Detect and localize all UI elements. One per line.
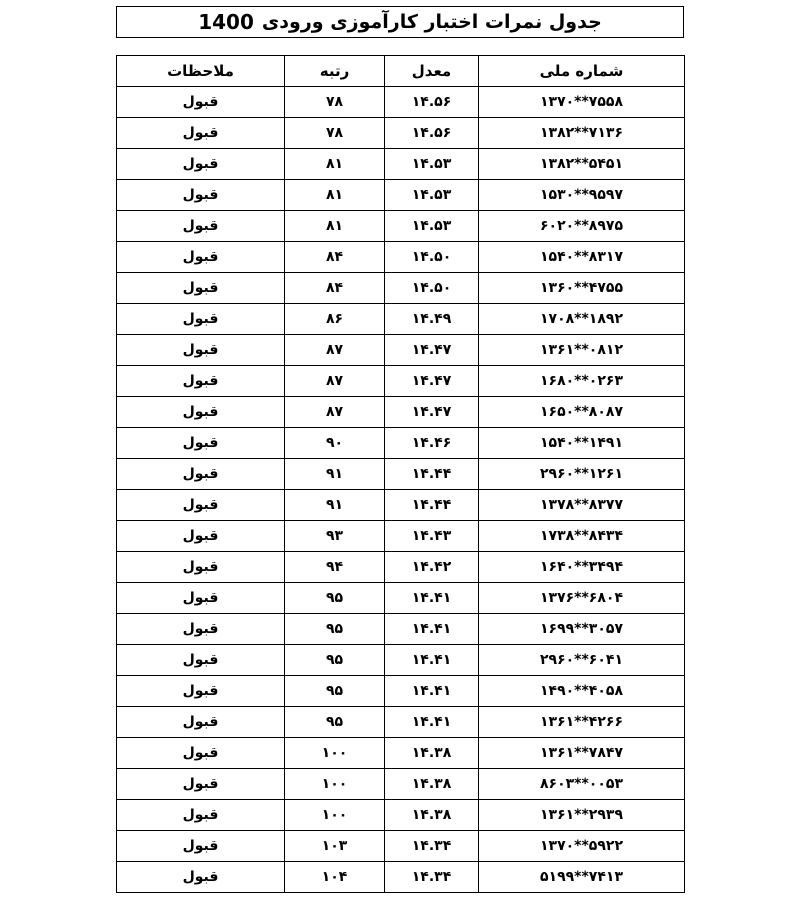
cell-rank-text: ۹۱ [325, 497, 344, 513]
cell-average [385, 242, 479, 273]
cell-national-id-text: ۱۳۶۰**۴۷۵۵ [539, 280, 623, 296]
cell-rank-text: ۹۵ [325, 683, 344, 699]
table-row [117, 552, 685, 583]
cell-rank [285, 490, 385, 521]
cell-national-id-text: ۲۹۶۰**۱۲۶۱ [539, 466, 623, 482]
header-national-id: شماره ملی [479, 56, 685, 87]
cell-remarks [117, 428, 285, 459]
cell-rank-text: ۱۰۰ [321, 776, 348, 792]
cell-remarks [117, 862, 285, 893]
cell-remarks [117, 242, 285, 273]
cell-remarks [117, 304, 285, 335]
cell-remarks-text: قبول [182, 776, 219, 792]
cell-national-id-text: ۲۹۶۰**۶۰۴۱ [539, 652, 623, 668]
table-row [117, 366, 685, 397]
cell-remarks-text: قبول [182, 869, 219, 885]
cell-average [385, 645, 479, 676]
cell-average [385, 800, 479, 831]
cell-national-id-text: ۱۶۸۰**۰۲۶۳ [539, 373, 623, 389]
cell-remarks [117, 335, 285, 366]
cell-rank [285, 583, 385, 614]
cell-rank-text: ۹۵ [325, 652, 344, 668]
cell-remarks [117, 521, 285, 552]
cell-average [385, 428, 479, 459]
cell-national-id-text: ۱۷۰۸**۱۸۹۲ [539, 311, 623, 327]
cell-rank-text: ۹۵ [325, 714, 344, 730]
cell-average [385, 583, 479, 614]
cell-remarks-text: قبول [182, 435, 219, 451]
table-row [117, 583, 685, 614]
cell-average-text: ۱۴.۵۳ [411, 187, 452, 203]
cell-remarks [117, 397, 285, 428]
cell-national-id-text: ۱۳۷۶**۶۸۰۴ [539, 590, 623, 606]
cell-remarks-text: قبول [182, 311, 219, 327]
cell-rank [285, 366, 385, 397]
cell-rank [285, 304, 385, 335]
cell-rank-text: ۷۸ [325, 125, 344, 141]
cell-average-text: ۱۴.۴۶ [411, 435, 452, 451]
table-row [117, 490, 685, 521]
cell-remarks [117, 552, 285, 583]
cell-remarks [117, 459, 285, 490]
cell-remarks-text: قبول [182, 249, 219, 265]
cell-average-text: ۱۴.۵۰ [411, 280, 452, 296]
cell-average-text: ۱۴.۳۴ [411, 838, 452, 854]
cell-rank [285, 273, 385, 304]
cell-remarks [117, 180, 285, 211]
table-row [117, 862, 685, 893]
cell-national-id [479, 831, 685, 862]
cell-average [385, 335, 479, 366]
cell-rank [285, 397, 385, 428]
cell-rank-text: ۹۱ [325, 466, 344, 482]
cell-remarks-text: قبول [182, 373, 219, 389]
cell-national-id-text: ۱۳۶۱**۰۸۱۲ [539, 342, 623, 358]
cell-rank [285, 459, 385, 490]
cell-remarks-text: قبول [182, 125, 219, 141]
cell-remarks [117, 831, 285, 862]
cell-rank-text: ۸۷ [325, 342, 344, 358]
cell-average [385, 676, 479, 707]
cell-rank [285, 800, 385, 831]
table-row [117, 397, 685, 428]
title-year: 1400 [198, 10, 254, 34]
cell-national-id-text: ۱۳۸۲**۵۴۵۱ [539, 156, 623, 172]
cell-remarks-text: قبول [182, 156, 219, 172]
cell-remarks-text: قبول [182, 187, 219, 203]
cell-average-text: ۱۴.۵۶ [411, 125, 452, 141]
cell-remarks [117, 614, 285, 645]
cell-average [385, 614, 479, 645]
cell-rank [285, 211, 385, 242]
cell-average-text: ۱۴.۴۷ [411, 342, 452, 358]
cell-rank-text: ۸۶ [325, 311, 344, 327]
table-row [117, 707, 685, 738]
table-row [117, 614, 685, 645]
cell-remarks [117, 87, 285, 118]
cell-rank [285, 521, 385, 552]
cell-rank [285, 149, 385, 180]
cell-average [385, 273, 479, 304]
cell-rank-text: ۹۳ [325, 528, 344, 544]
cell-remarks [117, 211, 285, 242]
cell-rank [285, 862, 385, 893]
scores-table [116, 55, 685, 893]
table-row [117, 149, 685, 180]
cell-national-id [479, 366, 685, 397]
cell-average [385, 304, 479, 335]
cell-remarks-text: قبول [182, 683, 219, 699]
title-text: جدول نمرات اختبار کارآموزی ورودی [261, 11, 602, 33]
cell-average [385, 180, 479, 211]
cell-national-id [479, 552, 685, 583]
cell-average-text: ۱۴.۴۹ [411, 311, 452, 327]
cell-average-text: ۱۴.۴۱ [411, 683, 452, 699]
cell-remarks [117, 583, 285, 614]
cell-average-text: ۱۴.۴۱ [411, 590, 452, 606]
cell-remarks [117, 800, 285, 831]
cell-average [385, 738, 479, 769]
cell-national-id [479, 87, 685, 118]
cell-remarks [117, 273, 285, 304]
cell-national-id [479, 614, 685, 645]
cell-rank-text: ۹۰ [325, 435, 344, 451]
table-row [117, 645, 685, 676]
cell-average-text: ۱۴.۵۶ [411, 94, 452, 110]
cell-national-id-text: ۱۵۴۰**۱۴۹۱ [539, 435, 623, 451]
cell-rank-text: ۸۴ [325, 249, 344, 265]
cell-average [385, 87, 479, 118]
cell-average-text: ۱۴.۴۷ [411, 373, 452, 389]
cell-remarks-text: قبول [182, 838, 219, 854]
cell-national-id [479, 676, 685, 707]
cell-national-id-text: ۵۱۹۹**۷۴۱۳ [539, 869, 623, 885]
cell-remarks-text: قبول [182, 807, 219, 823]
table-row [117, 521, 685, 552]
cell-average-text: ۱۴.۵۳ [411, 218, 452, 234]
cell-national-id-text: ۱۳۶۱**۷۸۴۷ [539, 745, 623, 761]
cell-national-id-text: ۱۳۸۲**۷۱۳۶ [539, 125, 623, 141]
cell-national-id [479, 862, 685, 893]
cell-national-id [479, 428, 685, 459]
cell-remarks-text: قبول [182, 280, 219, 296]
cell-national-id-text: ۱۴۹۰**۴۰۵۸ [539, 683, 623, 699]
cell-average-text: ۱۴.۴۱ [411, 621, 452, 637]
cell-remarks [117, 769, 285, 800]
table-body [117, 87, 685, 893]
cell-national-id [479, 800, 685, 831]
cell-remarks [117, 676, 285, 707]
table-row [117, 738, 685, 769]
cell-rank-text: ۹۵ [325, 621, 344, 637]
cell-national-id [479, 242, 685, 273]
cell-rank [285, 676, 385, 707]
cell-national-id [479, 707, 685, 738]
cell-remarks [117, 707, 285, 738]
cell-national-id [479, 645, 685, 676]
cell-rank-text: ۸۴ [325, 280, 344, 296]
cell-remarks [117, 149, 285, 180]
cell-rank-text: ۹۵ [325, 590, 344, 606]
cell-average-text: ۱۴.۵۰ [411, 249, 452, 265]
cell-average [385, 769, 479, 800]
cell-remarks-text: قبول [182, 94, 219, 110]
cell-remarks-text: قبول [182, 218, 219, 234]
cell-rank-text: ۱۰۰ [321, 807, 348, 823]
cell-national-id-text: ۱۵۴۰**۸۳۱۷ [539, 249, 623, 265]
cell-average [385, 707, 479, 738]
cell-average-text: ۱۴.۴۱ [411, 714, 452, 730]
cell-average [385, 831, 479, 862]
cell-national-id [479, 211, 685, 242]
table-row [117, 180, 685, 211]
cell-national-id [479, 738, 685, 769]
cell-average [385, 459, 479, 490]
header-average: معدل [385, 56, 479, 87]
table-row [117, 459, 685, 490]
table-row [117, 800, 685, 831]
cell-rank-text: ۱۰۴ [321, 869, 348, 885]
cell-remarks [117, 118, 285, 149]
cell-national-id-text: ۱۳۶۱**۲۹۳۹ [539, 807, 623, 823]
cell-rank-text: ۸۷ [325, 404, 344, 420]
header-remarks: ملاحظات [117, 56, 285, 87]
cell-rank-text: ۱۰۰ [321, 745, 348, 761]
cell-national-id [479, 769, 685, 800]
cell-rank [285, 335, 385, 366]
cell-national-id [479, 397, 685, 428]
cell-national-id-text: ۱۶۵۰**۸۰۸۷ [539, 404, 623, 420]
table-row [117, 676, 685, 707]
cell-average [385, 366, 479, 397]
cell-remarks-text: قبول [182, 559, 219, 575]
cell-rank-text: ۱۰۳ [321, 838, 348, 854]
cell-national-id [479, 583, 685, 614]
cell-national-id-text: ۱۷۳۸**۸۴۳۴ [539, 528, 623, 544]
cell-rank [285, 614, 385, 645]
cell-average [385, 211, 479, 242]
cell-rank [285, 87, 385, 118]
table-row [117, 769, 685, 800]
cell-national-id-text: ۱۳۷۸**۸۳۷۷ [539, 497, 623, 513]
cell-average-text: ۱۴.۵۳ [411, 156, 452, 172]
table-row [117, 87, 685, 118]
cell-national-id [479, 490, 685, 521]
cell-rank [285, 707, 385, 738]
cell-remarks-text: قبول [182, 342, 219, 358]
cell-remarks-text: قبول [182, 497, 219, 513]
cell-average-text: ۱۴.۴۴ [411, 497, 452, 513]
cell-average [385, 521, 479, 552]
cell-rank-text: ۸۷ [325, 373, 344, 389]
cell-rank-text: ۸۱ [325, 187, 344, 203]
cell-national-id [479, 521, 685, 552]
cell-national-id-text: ۱۳۷۰**۵۹۲۲ [539, 838, 623, 854]
table-row [117, 831, 685, 862]
cell-remarks [117, 738, 285, 769]
cell-average-text: ۱۴.۳۸ [411, 776, 452, 792]
cell-average [385, 118, 479, 149]
cell-national-id-text: ۱۶۴۰**۳۴۹۴ [539, 559, 623, 575]
header-rank: رتبه [285, 56, 385, 87]
cell-average-text: ۱۴.۳۴ [411, 869, 452, 885]
cell-remarks-text: قبول [182, 621, 219, 637]
cell-rank [285, 428, 385, 459]
cell-average-text: ۱۴.۴۲ [411, 559, 452, 575]
cell-remarks [117, 645, 285, 676]
cell-average [385, 490, 479, 521]
cell-national-id-text: ۱۶۹۹**۳۰۵۷ [539, 621, 623, 637]
table-row [117, 211, 685, 242]
cell-rank [285, 738, 385, 769]
cell-remarks-text: قبول [182, 745, 219, 761]
cell-average-text: ۱۴.۴۳ [411, 528, 452, 544]
table-row [117, 335, 685, 366]
cell-national-id [479, 180, 685, 211]
cell-rank [285, 769, 385, 800]
cell-remarks-text: قبول [182, 404, 219, 420]
cell-average-text: ۱۴.۴۴ [411, 466, 452, 482]
table-row [117, 304, 685, 335]
cell-average-text: ۱۴.۴۱ [411, 652, 452, 668]
table-row [117, 273, 685, 304]
cell-rank-text: ۸۱ [325, 218, 344, 234]
cell-remarks [117, 366, 285, 397]
cell-rank [285, 180, 385, 211]
cell-national-id-text: ۶۰۲۰**۸۹۷۵ [539, 218, 623, 234]
cell-average-text: ۱۴.۳۸ [411, 807, 452, 823]
cell-remarks-text: قبول [182, 652, 219, 668]
cell-remarks [117, 490, 285, 521]
cell-rank [285, 242, 385, 273]
cell-remarks-text: قبول [182, 528, 219, 544]
cell-national-id-text: ۱۳۷۰**۷۵۵۸ [539, 94, 623, 110]
cell-remarks-text: قبول [182, 714, 219, 730]
cell-rank [285, 831, 385, 862]
cell-national-id [479, 149, 685, 180]
document-title [116, 6, 684, 38]
table-row [117, 118, 685, 149]
cell-average [385, 397, 479, 428]
cell-national-id-text: ۱۳۶۱**۴۲۶۶ [539, 714, 623, 730]
cell-rank [285, 645, 385, 676]
cell-rank-text: ۷۸ [325, 94, 344, 110]
cell-national-id [479, 118, 685, 149]
cell-national-id [479, 273, 685, 304]
table-header-row [117, 56, 685, 87]
cell-national-id-text: ۸۶۰۳**۰۰۵۳ [539, 776, 623, 792]
cell-national-id [479, 335, 685, 366]
table-row [117, 428, 685, 459]
cell-rank-text: ۸۱ [325, 156, 344, 172]
cell-average [385, 862, 479, 893]
table-row [117, 242, 685, 273]
cell-average-text: ۱۴.۳۸ [411, 745, 452, 761]
cell-rank [285, 552, 385, 583]
cell-national-id-text: ۱۵۳۰**۹۵۹۷ [539, 187, 623, 203]
cell-average [385, 149, 479, 180]
cell-remarks-text: قبول [182, 590, 219, 606]
cell-rank [285, 118, 385, 149]
cell-rank-text: ۹۴ [325, 559, 344, 575]
cell-remarks-text: قبول [182, 466, 219, 482]
cell-national-id [479, 459, 685, 490]
cell-average-text: ۱۴.۴۷ [411, 404, 452, 420]
cell-national-id [479, 304, 685, 335]
cell-average [385, 552, 479, 583]
